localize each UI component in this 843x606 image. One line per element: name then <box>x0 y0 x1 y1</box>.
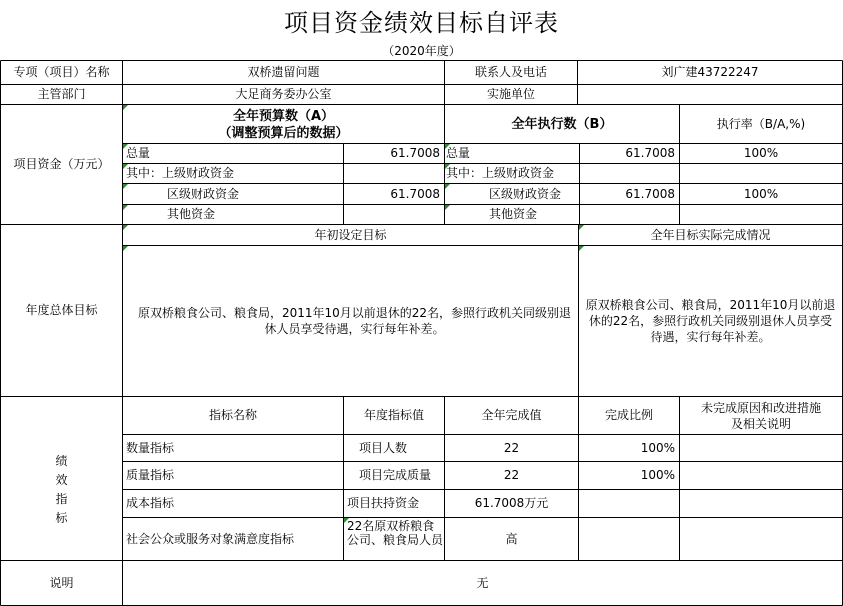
indicators-label-char: 指 <box>55 491 68 506</box>
dept-value: 大足商务委办公室 <box>235 87 332 101</box>
cell-marker-icon <box>579 246 584 251</box>
indicator-row-annual: 项目人数 <box>359 440 408 455</box>
indicators-label <box>0 397 123 560</box>
funds-row-exec-label: 总量 <box>446 146 471 160</box>
impl-value <box>578 85 842 104</box>
funds-row-exec <box>580 205 679 224</box>
funds-row-rate <box>680 205 842 224</box>
indicator-row-annual: 项目扶持资金 <box>347 496 420 510</box>
rate-header: 执行率（B/A,%) <box>716 116 806 131</box>
cell-marker-icon <box>445 184 450 189</box>
indicator-row-completed: 高 <box>505 531 518 546</box>
indicators-label-char: 标 <box>55 510 68 525</box>
funds-row-exec-label: 区级财政资金 <box>489 186 562 201</box>
indicator-row-completed: 61.7008万元 <box>474 496 549 510</box>
funds-row-budget <box>344 205 444 224</box>
funds-row-budget: 61.7008 <box>390 186 440 201</box>
indicator-row-annual: 项目完成质量 <box>359 468 432 482</box>
indicator-row-completed: 22 <box>503 440 520 455</box>
funds-row-label: 总量 <box>126 146 151 160</box>
cell-marker-icon <box>123 205 128 210</box>
cell-marker-icon <box>123 144 128 149</box>
funds-row-exec <box>580 164 679 183</box>
funds-row-exec-label: 其他资金 <box>489 207 538 221</box>
funds-row-rate <box>680 164 842 183</box>
budget-header-line-2: （调整预算后的数据） <box>218 125 349 141</box>
funds-row-exec-label: 其中：上级财政资金 <box>446 166 555 180</box>
budget-header-line-1: 全年预算数（A） <box>232 108 335 124</box>
actual-goal-header: 全年目标实际完成情况 <box>650 227 771 242</box>
cell-marker-icon <box>445 164 450 169</box>
initial-goal-text: 原双桥粮食公司、粮食局，2011年10月以前退休的22名，参照行政机关同级别退休人员享受待遇，实行每年补差。 <box>137 306 572 336</box>
indicator-reason-header-line-1: 未完成原因和改进措施 <box>700 400 821 415</box>
notes-value: 无 <box>476 575 489 590</box>
indicator-row-ratio <box>579 518 679 560</box>
indicator-row-reason <box>680 435 842 461</box>
cell-marker-icon <box>123 246 128 251</box>
funds-row-rate: 100% <box>743 146 779 160</box>
budget-header <box>123 105 444 143</box>
indicator-row-name: 成本指标 <box>126 496 175 510</box>
exec-header: 全年执行数（B） <box>511 116 613 132</box>
funds-row-label: 其中：上级财政资金 <box>126 166 235 180</box>
funds-row-exec: 61.7008 <box>625 186 675 201</box>
indicator-row-name: 社会公众或服务对象满意度指标 <box>126 531 295 546</box>
funds-row-label: 区级财政资金 <box>167 186 240 201</box>
indicator-row-name: 数量指标 <box>126 440 175 455</box>
funds-row-rate: 100% <box>743 186 779 201</box>
actual-goal-text: 原双桥粮食公司、粮食局，2011年10月以前退休的22名，参照行政机关同级别退休人员享受待遇，实行每年补差。 <box>585 298 836 344</box>
dept-label: 主管部门 <box>37 87 86 101</box>
indicator-row-ratio <box>579 490 679 517</box>
funds-row-budget <box>344 164 444 183</box>
initial-goal-header: 年初设定目标 <box>314 227 387 242</box>
project-name-label: 专项（项目）名称 <box>13 65 110 79</box>
indicators-label-char: 绩 <box>55 453 68 468</box>
funds-label: 项目资金（万元） <box>13 157 110 171</box>
indicator-row-reason <box>680 462 842 489</box>
funds-row-exec: 61.7008 <box>625 146 675 160</box>
indicator-name-header: 指标名称 <box>208 408 257 422</box>
funds-row-label: 其他资金 <box>167 207 216 221</box>
year-subtitle: （2020年度） <box>382 43 461 58</box>
indicator-row-annual: 22名原双桥粮食公司、粮食局人员 <box>347 519 444 547</box>
cell-marker-icon <box>123 184 128 189</box>
indicator-row-ratio: 100% <box>640 468 675 482</box>
indicator-row-reason <box>680 518 842 560</box>
indicator-row-completed: 22 <box>503 468 520 482</box>
cell-marker-icon <box>344 518 349 523</box>
indicator-row-reason <box>680 490 842 517</box>
cell-marker-icon <box>123 105 128 110</box>
cell-marker-icon <box>123 225 128 230</box>
impl-label: 实施单位 <box>486 87 535 101</box>
funds-row-budget: 61.7008 <box>390 146 440 160</box>
indicator-annual-header: 年度指标值 <box>363 408 424 422</box>
project-name-value: 双桥遗留问题 <box>247 65 320 79</box>
notes-label: 说明 <box>49 575 74 590</box>
cell-marker-icon <box>123 164 128 169</box>
indicator-reason-header <box>680 397 842 434</box>
contact-value: 刘广建43722247 <box>661 65 759 79</box>
indicator-completed-header: 全年完成值 <box>481 408 542 422</box>
contact-label: 联系人及电话 <box>474 65 547 79</box>
indicator-ratio-header: 完成比例 <box>604 408 653 422</box>
cell-marker-icon <box>445 205 450 210</box>
cell-marker-icon <box>579 225 584 230</box>
cell-marker-icon <box>445 144 450 149</box>
goals-label: 年度总体目标 <box>25 303 98 317</box>
indicator-reason-header-line-2: 及相关说明 <box>730 416 791 431</box>
indicator-row-ratio: 100% <box>640 440 675 455</box>
page-title: 项目资金绩效目标自评表 <box>284 8 559 37</box>
indicators-label-char: 效 <box>55 472 68 487</box>
indicator-row-name: 质量指标 <box>126 468 175 482</box>
